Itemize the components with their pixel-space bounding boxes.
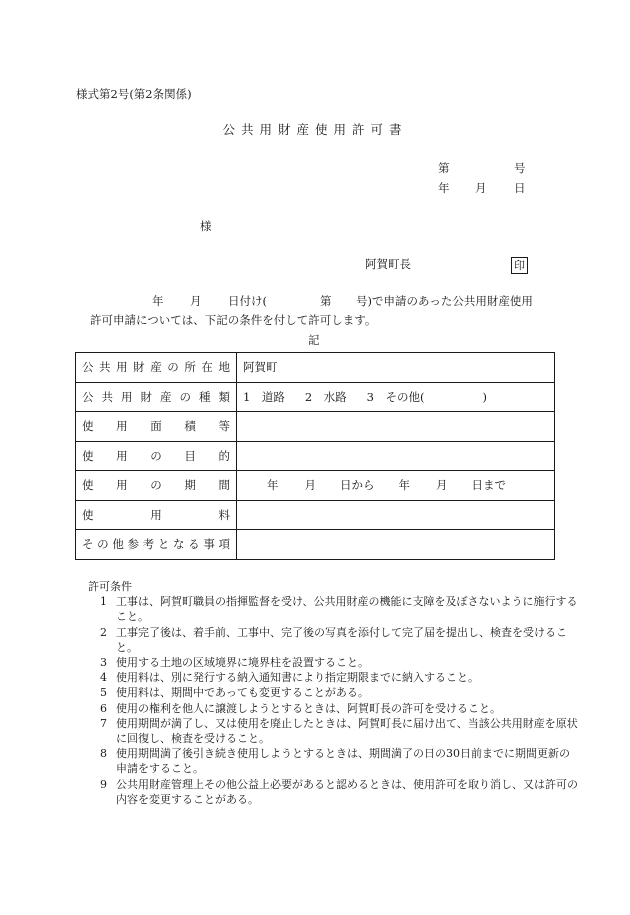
date-label-year: 年 [438, 181, 450, 195]
purpose-value [237, 441, 555, 471]
addressee-suffix: 様 [200, 219, 212, 233]
type-option-waterway: 2 水路 [304, 389, 347, 404]
condition-number: 5 [100, 686, 107, 700]
condition-number: 3 [100, 656, 107, 670]
table-row [76, 530, 555, 560]
body-year: 年 [152, 294, 164, 308]
remarks-value [237, 530, 555, 560]
body-line2: 許可申請については、下記の条件を付して許可します。 [90, 313, 377, 327]
seal-text: 印 [511, 257, 528, 274]
condition-text: 使用の権利を他人に譲渡しようとするときは、阿賀町長の許可を受けること。 [116, 701, 501, 715]
ki-label: 記 [308, 333, 320, 347]
conditions-heading: 許可条件 [88, 580, 132, 593]
type-option-other: 3 その他( [366, 389, 425, 404]
number-label-dai: 第 [438, 161, 450, 175]
period-day-to: 日まで [471, 478, 506, 493]
issuer-name: 阿賀町長 [365, 257, 411, 271]
body-dai: 第 [320, 294, 332, 308]
condition-number: 1 [100, 595, 107, 609]
list-item [88, 625, 579, 655]
number-label-go: 号 [514, 161, 526, 175]
period-year-to: 年 [398, 478, 410, 493]
period-year-from: 年 [267, 478, 279, 493]
condition-text: 使用料は、期間中であっても変更することがある。 [116, 686, 369, 700]
condition-text: 公共用財産管理上その他公益上必要があると認めるときは、使用許可を取り消し、又は許可の内容を変更することがある。 [116, 777, 578, 806]
row-label: 使用面積等 [76, 412, 237, 442]
condition-number: 9 [100, 777, 107, 791]
condition-text: 使用する土地の区域境界に境界柱を設置すること。 [116, 656, 369, 670]
permit-table [75, 352, 555, 560]
type-options-cell [237, 382, 555, 412]
period-cell [237, 471, 555, 501]
period-month-to: 月 [436, 478, 448, 493]
period-day-from: 日から [340, 478, 375, 493]
list-item [88, 777, 579, 807]
condition-number: 8 [100, 747, 107, 761]
conditions-section [88, 579, 579, 807]
location-value: 阿賀町 [237, 353, 555, 383]
row-label: 使用料 [76, 500, 237, 530]
fee-value [237, 500, 555, 530]
list-item [88, 655, 579, 670]
table-row [76, 471, 555, 501]
condition-number: 2 [100, 625, 107, 639]
list-item [88, 685, 579, 700]
date-label-day: 日 [514, 181, 526, 195]
row-label: 使用の期間 [76, 471, 237, 501]
form-number: 様式第2号(第2条関係) [76, 87, 192, 101]
type-option-close: ) [482, 389, 487, 404]
body-dated: 日付け( [228, 294, 267, 308]
condition-text: 工事は、阿賀町職員の指揮監督を受け、公共用財産の機能に支障を及ぼさないように施行すること。 [116, 595, 578, 624]
body-month: 月 [190, 294, 202, 308]
body-go-rest: 号)で申請のあった公共用財産使用 [356, 294, 533, 308]
table-row [76, 353, 555, 383]
type-option-road: 1 道路 [243, 389, 285, 404]
condition-text: 使用期間が満了し、又は使用を廃止したときは、阿賀町長に届け出て、当該公共用財産を原状に回復し、検査を受けること。 [116, 716, 578, 746]
area-value [237, 412, 555, 442]
list-item [88, 594, 579, 624]
condition-number: 4 [100, 671, 107, 685]
row-label: その他参考となる事項 [76, 530, 237, 560]
date-label-month: 月 [475, 181, 487, 195]
list-item [88, 701, 579, 716]
condition-text: 使用期間満了後引き続き使用しようとするときは、期間満了の日の30日前までに期間更新の申請をすること。 [116, 747, 570, 776]
seal-mark [511, 254, 528, 274]
row-label: 公共用財産の種類 [76, 382, 237, 412]
table-row [76, 500, 555, 530]
condition-number: 7 [100, 716, 107, 730]
condition-number: 6 [100, 701, 107, 715]
list-item [88, 746, 579, 776]
list-item [88, 716, 579, 746]
period-month-from: 月 [304, 478, 316, 493]
list-item [88, 670, 579, 685]
condition-text: 工事完了後は、着手前、工事中、完了後の写真を添付して完了届を提出し、検査を受けること。 [116, 625, 567, 654]
condition-text: 使用料は、別に発行する納入通知書により指定期限までに納入すること。 [116, 671, 479, 685]
table-row [76, 382, 555, 412]
document-title: 公共用財産使用許可書 [222, 122, 408, 137]
table-row [76, 412, 555, 442]
row-label: 使用の目的 [76, 441, 237, 471]
row-label: 公共用財産の所在地 [76, 353, 237, 383]
table-row [76, 441, 555, 471]
